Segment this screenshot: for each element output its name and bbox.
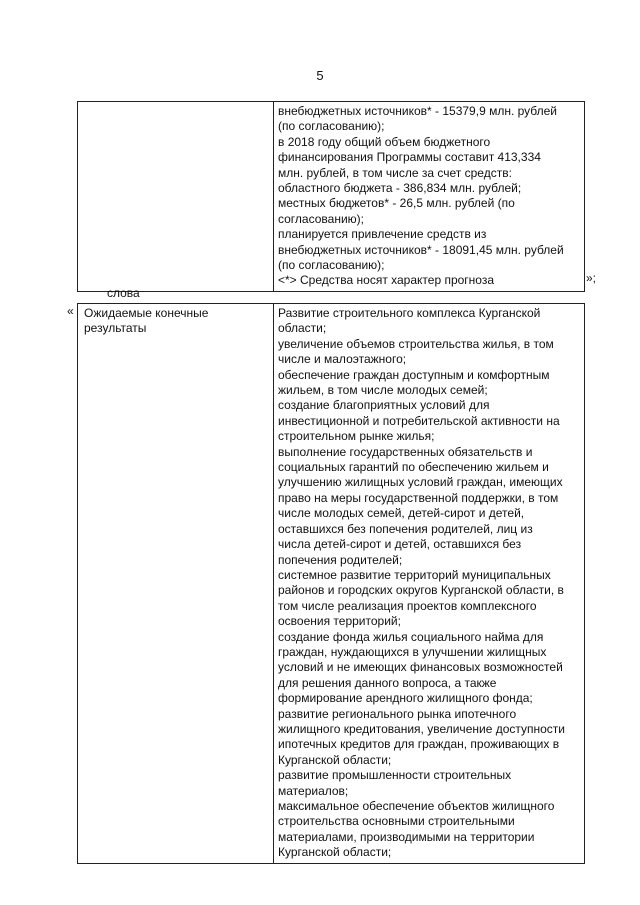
text-line: развитие регионального рынка ипотечного [278, 706, 517, 721]
text-line: финансирования Программы составит 413,334 [278, 150, 541, 165]
text-line: результаты [84, 321, 147, 336]
opening-quote: « [67, 304, 74, 318]
text-line: (по согласованию); [278, 119, 385, 134]
table-cell-content [274, 304, 585, 864]
text-line: материалов; [278, 783, 349, 798]
text-line: освоения территорий; [278, 614, 401, 629]
text-line: Курганской области; [278, 845, 392, 860]
text-line: оставшихся без попечения родителей, лиц из [278, 521, 533, 536]
text-line: числе молодых семей, детей-сирот и детей, [278, 506, 525, 521]
text-line: том числе реализация проектов комплексного [278, 598, 537, 613]
closing-quote: »; [586, 271, 597, 285]
text-line: числе и малоэтажного; [278, 352, 407, 367]
text-line: Развитие строительного комплекса Курганской [278, 306, 541, 320]
connector-word: слова [107, 286, 140, 300]
funding-text [278, 104, 580, 289]
text-line: <*> Средства носят характер прогноза [278, 273, 495, 288]
text-line: граждан, нуждающихся в улучшении жилищных [278, 644, 547, 659]
text-line: максимальное обеспечение объектов жилищного [278, 799, 555, 813]
text-line: социальных гарантий по обеспечению жильем и [278, 460, 549, 475]
text-line: инвестиционной и потребительской активности на [278, 413, 560, 428]
text-line: Курганской области; [278, 752, 392, 767]
text-line: внебюджетных источников* - 18091,45 млн. рублей [278, 242, 564, 257]
results-table [77, 303, 585, 864]
text-line: внебюджетных источников* - 15379,9 млн. рублей [278, 104, 558, 118]
table-cell-content [274, 102, 585, 292]
table-row [78, 304, 585, 864]
text-line: системное развитие территорий муниципальных [278, 567, 551, 582]
text-line: выполнение государственных обязательств и [278, 444, 533, 459]
text-line: районов и городских округов Курганской области, в [278, 583, 564, 598]
text-line: областного бюджета - 386,834 млн. рублей; [278, 181, 522, 196]
text-line: создание благоприятных условий для [278, 398, 490, 413]
text-line: жилищного кредитования, увеличение доступности [278, 721, 566, 736]
text-line: материалами, производимыми на территории [278, 829, 535, 844]
text-line: местных бюджетов* - 26,5 млн. рублей (по [278, 196, 515, 211]
text-line: условий и не имеющих финансовых возможностей [278, 660, 563, 675]
text-line: Ожидаемые конечные [84, 306, 209, 320]
text-line: числа детей-сирот и детей, оставшихся без [278, 537, 522, 552]
text-line: обеспечение граждан доступным и комфортным [278, 367, 550, 382]
funding-table [77, 101, 585, 292]
text-line: развитие промышленности строительных [278, 768, 512, 783]
text-line: создание фонда жилья социального найма для [278, 629, 544, 644]
text-line: строительном рынке жилья; [278, 429, 435, 444]
text-line: ипотечных кредитов для граждан, проживающих в [278, 737, 560, 752]
text-line: формирование арендного жилищного фонда; [278, 691, 533, 706]
text-line: для решения данного вопроса, а также [278, 675, 497, 690]
text-line: строительства основными строительными [278, 814, 515, 829]
text-line: (по согласованию); [278, 258, 385, 273]
table-cell-label [78, 304, 274, 864]
page-number: 5 [316, 68, 324, 83]
results-text [278, 306, 580, 861]
text-line: увеличение объемов строительства жилья, в том [278, 336, 554, 351]
text-line: право на меры государственной поддержки, в том [278, 490, 559, 505]
text-line: попечения родителей; [278, 552, 403, 567]
text-line: согласованию); [278, 211, 364, 226]
text-line: в 2018 году общий объем бюджетного [278, 134, 491, 149]
table-cell-label [78, 102, 274, 292]
text-line: области; [278, 321, 327, 336]
text-line: млн. рублей, в том числе за счет средств: [278, 165, 512, 180]
text-line: жильем, в том числе молодых семей; [278, 383, 488, 398]
text-line: планируется привлечение средств из [278, 227, 487, 242]
table-row [78, 102, 585, 292]
text-line: улучшению жилищных условий граждан, имеющих [278, 475, 563, 490]
results-label [82, 306, 269, 337]
